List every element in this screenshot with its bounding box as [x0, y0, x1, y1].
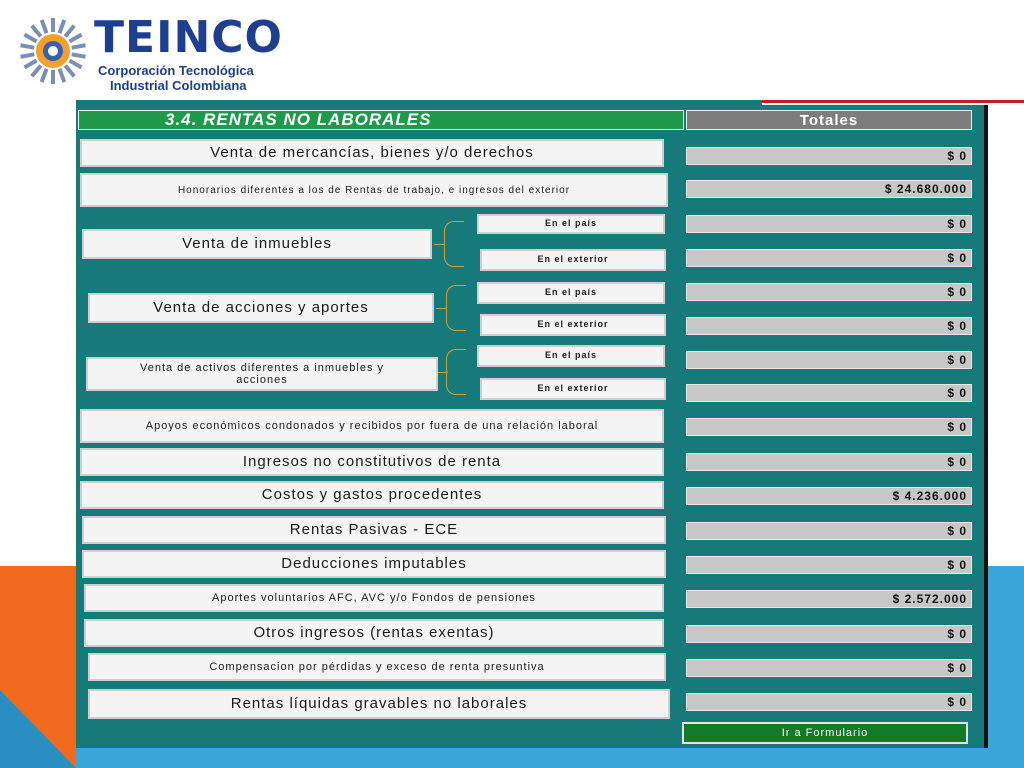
total-aportes-voluntarios: $ 2.572.000 — [686, 590, 972, 608]
decor-blue-right — [988, 566, 1024, 768]
activos-en-pais-button[interactable]: En el país — [477, 345, 665, 367]
total-venta-mercancias: $ 0 — [686, 147, 972, 165]
label-venta-activos-button[interactable]: Venta de activos diferentes a inmuebles y acciones — [86, 357, 438, 391]
logo-subtitle-line1: Corporación Tecnológica — [98, 63, 254, 78]
total-apoyos: $ 0 — [686, 418, 972, 436]
total-acciones-exterior: $ 0 — [686, 317, 972, 335]
acciones-en-pais-button[interactable]: En el país — [477, 282, 665, 304]
total-ingresos-no-constitutivos: $ 0 — [686, 453, 972, 471]
logo-sunburst-icon — [18, 16, 88, 86]
label-venta-acciones-button[interactable]: Venta de acciones y aportes — [88, 293, 434, 323]
label-ingresos-no-constitutivos-button[interactable]: Ingresos no constitutivos de renta — [80, 448, 664, 476]
teinco-logo — [18, 8, 308, 98]
ir-a-formulario-button[interactable]: Ir a Formulario — [682, 722, 968, 744]
section-title: 3.4. RENTAS NO LABORALES — [78, 110, 684, 130]
logo-subtitle-line2: Industrial Colombiana — [110, 78, 247, 93]
label-costos-gastos-button[interactable]: Costos y gastos procedentes — [80, 481, 664, 509]
inmuebles-en-exterior-button[interactable]: En el exterior — [480, 249, 666, 271]
red-divider — [762, 100, 1024, 105]
total-activos-pais: $ 0 — [686, 351, 972, 369]
total-deducciones: $ 0 — [686, 556, 972, 574]
brace-inmuebles — [444, 221, 464, 267]
total-costos-gastos: $ 4.236.000 — [686, 487, 972, 505]
total-inmuebles-exterior: $ 0 — [686, 249, 972, 267]
total-compensacion: $ 0 — [686, 659, 972, 677]
label-rentas-pasivas-button[interactable]: Rentas Pasivas - ECE — [82, 516, 666, 544]
brace-tick-inmuebles — [434, 244, 444, 245]
label-honorarios-button[interactable]: Honorarios diferentes a los de Rentas de trabajo, e ingresos del exterior — [80, 173, 668, 207]
acciones-en-exterior-button[interactable]: En el exterior — [480, 314, 666, 336]
total-otros-ingresos: $ 0 — [686, 625, 972, 643]
inmuebles-en-pais-button[interactable]: En el país — [477, 214, 665, 234]
label-apoyos-button[interactable]: Apoyos económicos condonados y recibidos por fuera de una relación laboral — [80, 409, 664, 443]
label-otros-ingresos-button[interactable]: Otros ingresos (rentas exentas) — [84, 619, 664, 647]
label-venta-mercancias-button[interactable]: Venta de mercancías, bienes y/o derechos — [80, 139, 664, 167]
rentas-no-laborales-form — [76, 100, 988, 748]
total-inmuebles-pais: $ 0 — [686, 215, 972, 233]
brace-tick-activos — [438, 372, 448, 373]
logo-wordmark: TEINCO — [94, 12, 283, 63]
label-rentas-liquidas-button[interactable]: Rentas líquidas gravables no laborales — [88, 689, 670, 719]
decor-blue-band — [76, 748, 1024, 768]
total-rentas-pasivas: $ 0 — [686, 522, 972, 540]
total-activos-exterior: $ 0 — [686, 384, 972, 402]
total-honorarios: $ 24.680.000 — [686, 180, 972, 198]
activos-en-exterior-button[interactable]: En el exterior — [480, 378, 666, 400]
totals-header: Totales — [686, 110, 972, 130]
label-compensacion-button[interactable]: Compensacion por pérdidas y exceso de renta presuntiva — [88, 653, 666, 681]
label-venta-inmuebles-button[interactable]: Venta de inmuebles — [82, 229, 432, 259]
label-deducciones-button[interactable]: Deducciones imputables — [82, 550, 666, 578]
total-rentas-liquidas: $ 0 — [686, 693, 972, 711]
decor-blue-triangle — [0, 690, 76, 768]
total-acciones-pais: $ 0 — [686, 283, 972, 301]
brace-acciones — [446, 285, 466, 331]
brace-tick-acciones — [436, 308, 446, 309]
label-aportes-voluntarios-button[interactable]: Aportes voluntarios AFC, AVC y/o Fondos de pensiones — [84, 584, 664, 612]
brace-activos — [446, 349, 466, 395]
